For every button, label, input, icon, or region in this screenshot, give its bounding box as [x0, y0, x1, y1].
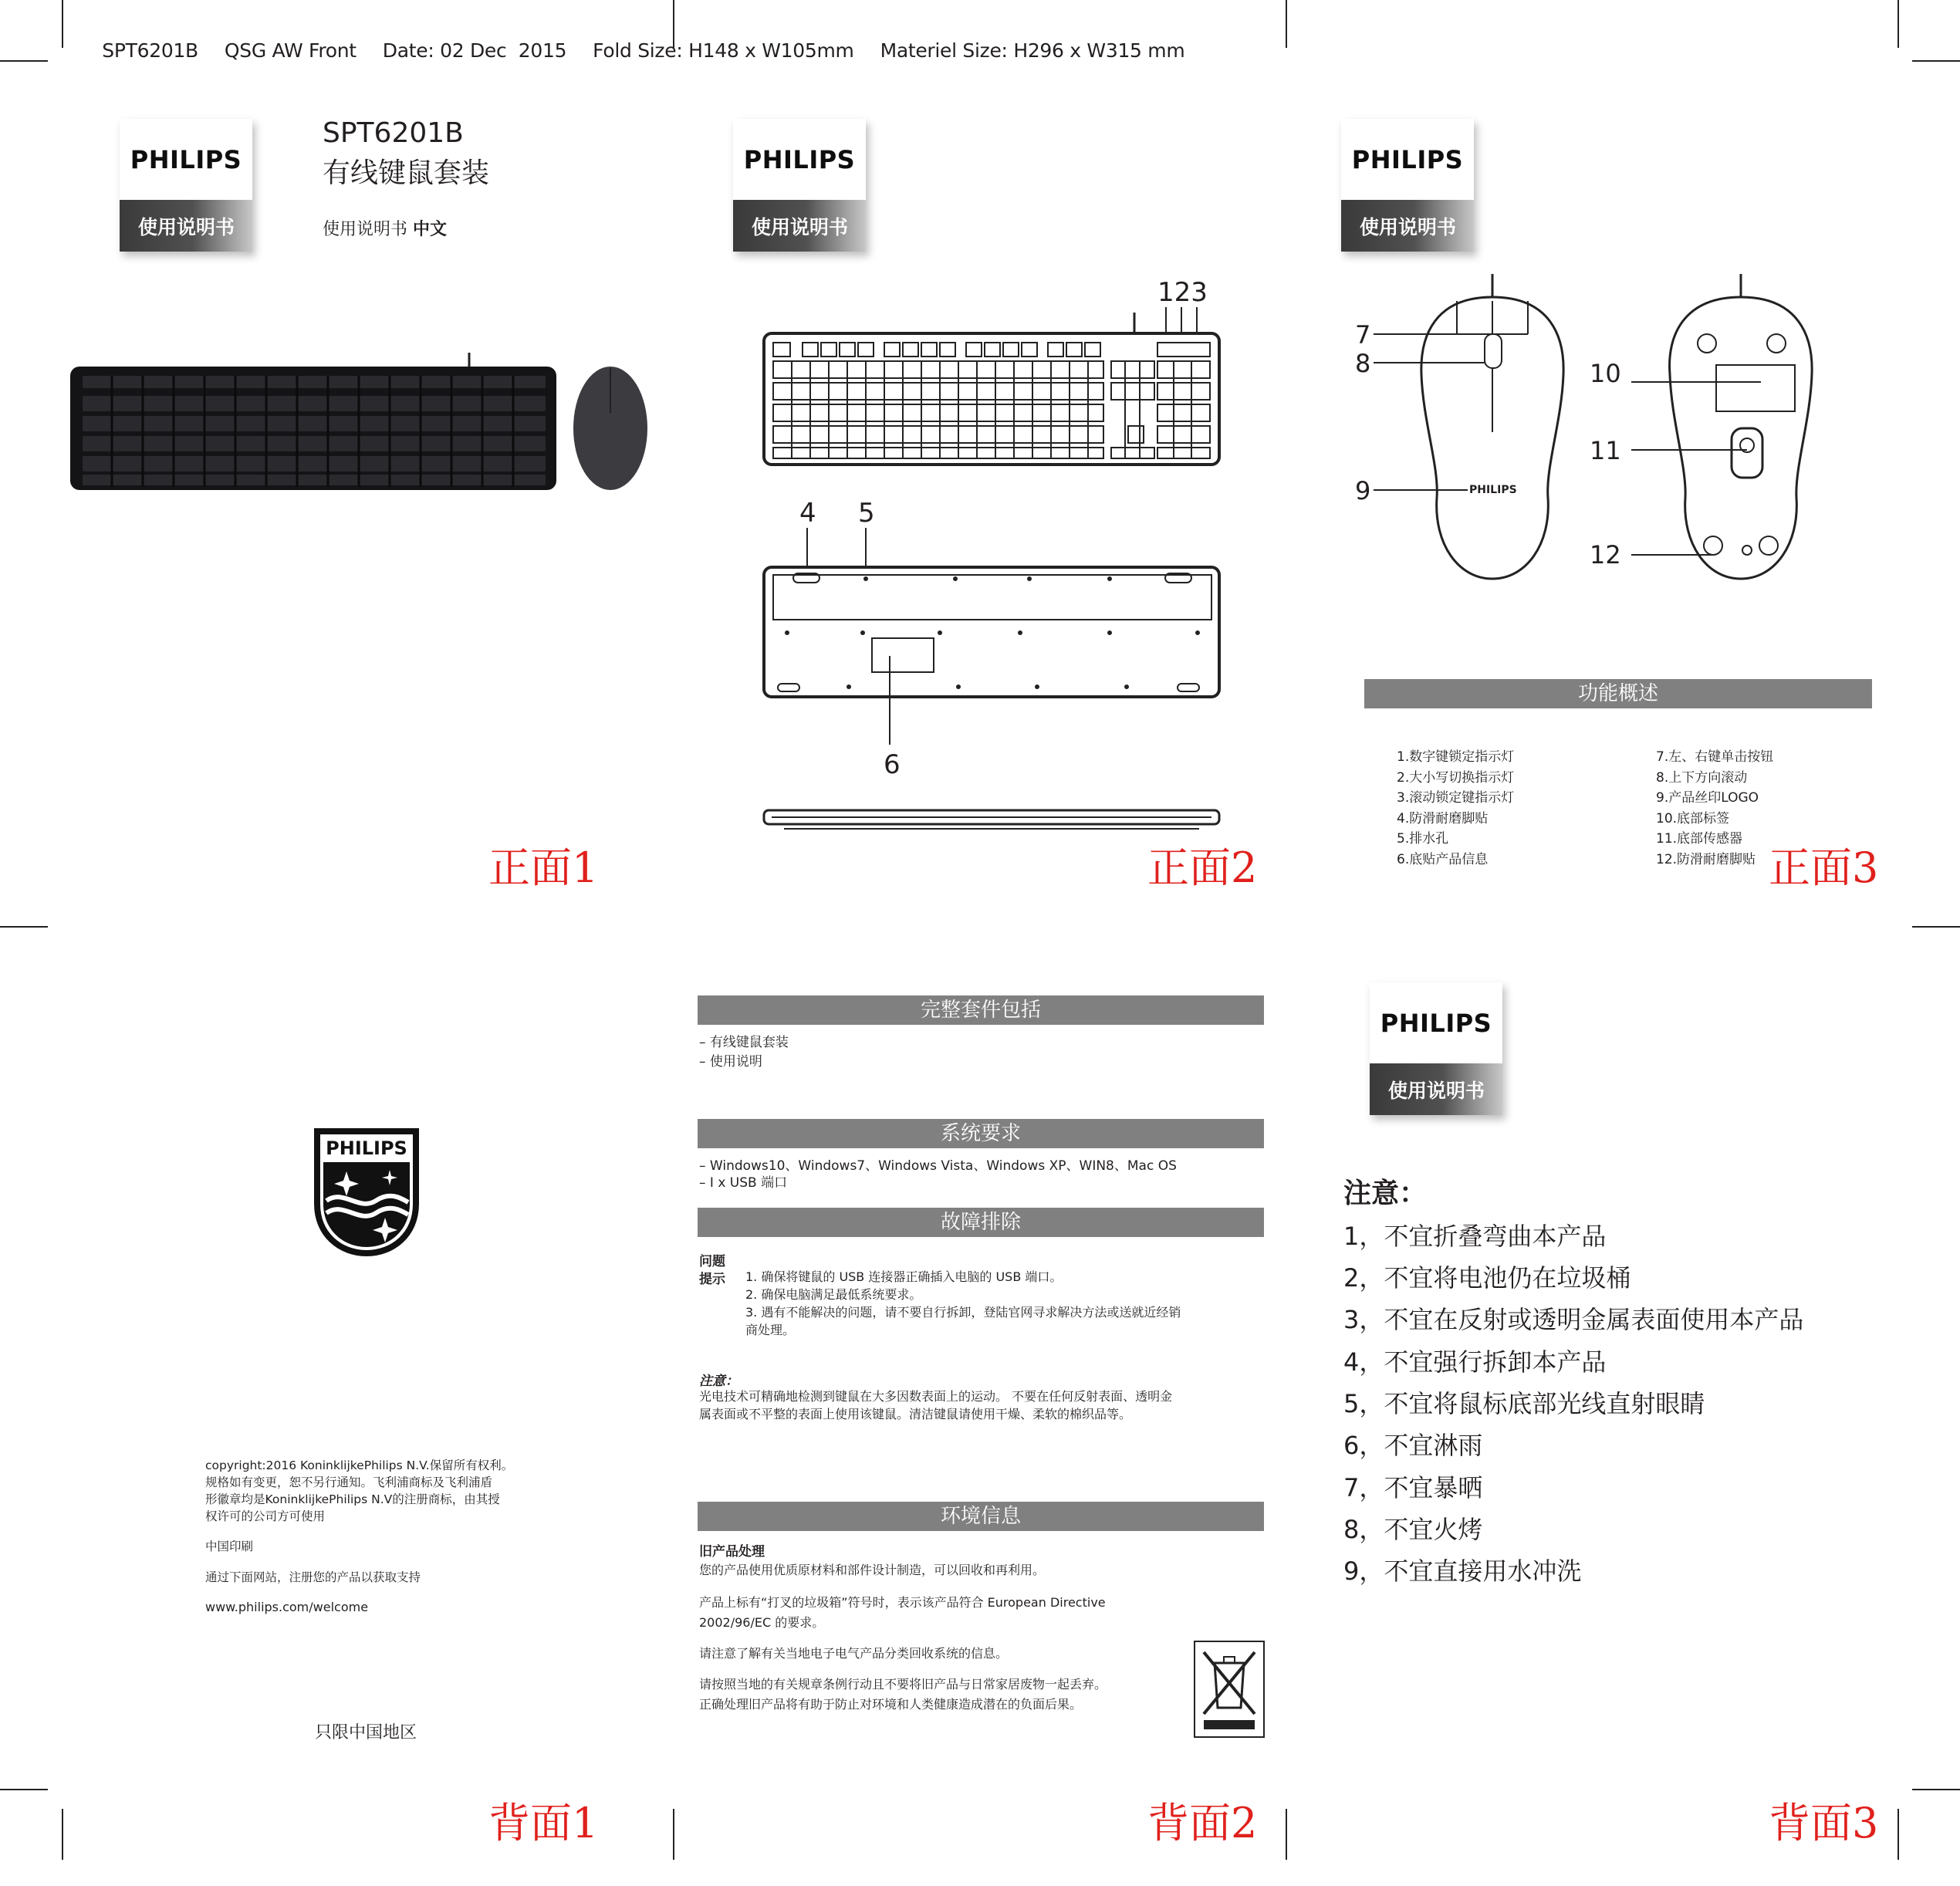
- register-text: 通过下面网站，注册您的产品以获取支持: [205, 1570, 421, 1584]
- website-link[interactable]: www.philips.com/welcome: [205, 1600, 369, 1614]
- manual-language-value: 中文: [413, 220, 448, 239]
- caution-title: 注意：: [1343, 1178, 1428, 1209]
- crop-mark: [1912, 60, 1960, 62]
- feature-item: 11.底部传感器: [1656, 831, 1743, 847]
- panel-label-back2: 背面2: [1147, 1799, 1258, 1847]
- hint-item: 商处理。: [745, 1323, 796, 1337]
- hint-item: 2. 确保电脑满足最低系统要求。: [745, 1287, 922, 1302]
- callout-9: 9: [1355, 476, 1371, 505]
- kit-item: – 有线键鼠套装: [699, 1035, 789, 1050]
- crop-mark: [0, 1789, 48, 1790]
- callout-4: 4: [799, 498, 816, 529]
- disposal-title: 旧产品处理: [699, 1544, 765, 1560]
- hint-label: 提示: [699, 1272, 725, 1287]
- crop-mark: [1286, 1809, 1287, 1860]
- notice-line: 光电技术可精确地检测到键鼠在大多因数表面上的运动。 不要在任何反射表面、透明金: [699, 1389, 1173, 1404]
- callout-5: 5: [858, 498, 875, 529]
- crop-mark: [0, 926, 48, 928]
- feature-list-left: [1397, 747, 1514, 870]
- philips-logo-block: [120, 119, 252, 252]
- callout-12: 12: [1590, 540, 1621, 570]
- panel-label-back1: 背面1: [488, 1799, 599, 1847]
- env-line: 产品上标有“打叉的垃圾箱”符号时，表示该产品符合 European Directive: [699, 1595, 1106, 1610]
- feature-item: 7.左、右键单击按钮: [1656, 749, 1774, 765]
- header-date: Date: 02 Dec 2015: [382, 39, 567, 62]
- philips-wordmark: PHILIPS: [743, 145, 856, 174]
- philips-wordmark: PHILIPS: [1351, 145, 1464, 174]
- crop-mark: [62, 0, 63, 48]
- panel-label-front2: 正面2: [1147, 843, 1258, 892]
- crop-mark: [0, 60, 48, 62]
- manual-band: [1341, 200, 1474, 252]
- callout-6: 6: [884, 749, 901, 780]
- notice-text: [699, 1387, 1172, 1423]
- caution-item: 3，不宜在反射或透明金属表面使用本产品: [1343, 1305, 1804, 1334]
- caution-item: 6，不宜淋雨: [1343, 1431, 1483, 1460]
- manual-band-label: 使用说明书: [752, 216, 849, 238]
- header-fold: Fold Size: H148 x W105mm: [593, 39, 854, 62]
- notice-line: 属表面或不平整的表面上使用该键鼠。清洁键鼠请使用干燥、柔软的棉织品等。: [699, 1407, 1132, 1421]
- mouse-diagrams: [1343, 266, 1852, 590]
- crop-mark: [1897, 1809, 1899, 1860]
- feature-item: 6.底贴产品信息: [1397, 851, 1489, 867]
- env-line: 2002/96/EC 的要求。: [699, 1615, 825, 1630]
- manual-language-prefix: 使用说明书: [323, 220, 408, 239]
- caution-item: 9，不宜直接用水冲洗: [1343, 1556, 1582, 1586]
- crop-mark: [1897, 0, 1899, 48]
- product-name: 有线键鼠套装: [323, 157, 490, 189]
- feature-item: 8.上下方向滚动: [1656, 769, 1748, 786]
- manual-band: [733, 200, 866, 252]
- environment-bar: 环境信息: [698, 1502, 1264, 1531]
- philips-shield-logo: [313, 1127, 421, 1258]
- callout-11: 11: [1590, 436, 1621, 465]
- feature-item: 5.排水孔: [1397, 831, 1449, 847]
- env-line: 正确处理旧产品将有助于防止对环境和人类健康造成潜在的负面后果。: [699, 1697, 1083, 1712]
- notice-label: 注意：: [699, 1374, 738, 1389]
- problem-label: 问题: [699, 1254, 725, 1269]
- panel-label-front1: 正面1: [488, 843, 599, 892]
- feature-item: 4.防滑耐磨脚贴: [1397, 810, 1489, 826]
- philips-wordmark: PHILIPS: [1380, 1009, 1492, 1038]
- philips-logo-block: [1341, 119, 1474, 252]
- panel-label-front3: 正面3: [1769, 843, 1879, 892]
- region-note: 只限中国地区: [315, 1723, 417, 1742]
- callout-1-2-3: 123: [1157, 277, 1208, 308]
- crop-mark: [1286, 0, 1287, 48]
- mouse-bottom-view: [1670, 297, 1813, 579]
- crop-mark: [1912, 926, 1960, 928]
- troubleshooting-bar: 故障排除: [698, 1208, 1264, 1237]
- product-model: SPT6201B: [323, 117, 464, 149]
- env-line: 请按照当地的有关规章条例行动且不要将旧产品与日常家居废物一起丢弃。: [699, 1677, 1107, 1692]
- crop-mark: [62, 1809, 63, 1860]
- shield-brand: PHILIPS: [326, 1137, 407, 1159]
- crop-mark: [673, 1809, 674, 1860]
- caution-item: 4，不宜强行拆卸本产品: [1343, 1347, 1607, 1377]
- kit-contents-bar: 完整套件包括: [698, 995, 1264, 1025]
- philips-logo-block: [733, 119, 866, 252]
- weee-bin-icon: [1193, 1640, 1266, 1739]
- requirement-item: – I x USB 端口: [699, 1175, 788, 1191]
- feature-item: 9.产品丝印LOGO: [1656, 790, 1759, 806]
- env-line: 您的产品使用优质原材料和部件设计制造，可以回收和再利用。: [699, 1563, 1046, 1577]
- printed-in: 中国印刷: [205, 1540, 254, 1553]
- kit-item: – 使用说明: [699, 1054, 762, 1070]
- manual-band-label: 使用说明书: [1360, 216, 1457, 238]
- copyright-line: 形徽章均是KoninklijkePhilips N.V的注册商标，由其授: [205, 1492, 500, 1506]
- feature-item: 1.数字键锁定指示灯: [1397, 749, 1515, 765]
- caution-item: 7，不宜暴晒: [1343, 1473, 1483, 1502]
- hint-item: 3. 遇有不能解决的问题，请不要自行拆卸，登陆官网寻求解决方法或送就近经销: [745, 1305, 1181, 1320]
- caution-item: 8，不宜火烤: [1343, 1515, 1483, 1544]
- hint-list: [745, 1268, 1181, 1339]
- artwork-header: [90, 17, 1211, 62]
- callout-10: 10: [1590, 359, 1621, 388]
- feature-overview-bar: 功能概述: [1364, 679, 1872, 708]
- system-requirements-bar: 系统要求: [698, 1119, 1264, 1148]
- callout-7: 7: [1355, 320, 1371, 350]
- header-model: SPT6201B: [102, 39, 198, 62]
- caution-item: 2，不宜将电池仍在垃圾桶: [1343, 1263, 1631, 1293]
- manual-band-label: 使用说明书: [138, 216, 235, 238]
- manual-language: [323, 216, 447, 240]
- requirement-item: – Windows10、Windows7、Windows Vista、Windows XP、WIN8、Mac OS: [699, 1158, 1177, 1174]
- product-photo: [66, 351, 652, 505]
- callout-8: 8: [1355, 349, 1371, 378]
- feature-item: 12.防滑耐磨脚贴: [1656, 851, 1756, 867]
- header-doc: QSG AW Front: [224, 39, 357, 62]
- crop-mark: [1912, 1789, 1960, 1790]
- manual-band: [1370, 1063, 1502, 1115]
- kit-contents-list: [699, 1033, 789, 1072]
- philips-wordmark: PHILIPS: [130, 145, 242, 174]
- copyright-line: 权许可的公司方可使用: [205, 1509, 326, 1523]
- system-requirements-list: [699, 1158, 1177, 1191]
- caution-item: 5，不宜将鼠标底部光线直射眼睛: [1343, 1389, 1705, 1418]
- env-line: 请注意了解有关当地电子电气产品分类回收系统的信息。: [699, 1646, 1009, 1661]
- scroll-wheel: [1485, 334, 1502, 368]
- feature-item: 10.底部标签: [1656, 810, 1730, 826]
- caution-item: 1，不宜折叠弯曲本产品: [1343, 1222, 1607, 1251]
- copyright-block: [205, 1457, 513, 1525]
- manual-band-label: 使用说明书: [1388, 1080, 1485, 1102]
- feature-item: 2.大小写切换指示灯: [1397, 769, 1515, 786]
- header-materiel: Materiel Size: H296 x W315 mm: [880, 39, 1185, 62]
- panel-label-back3: 背面3: [1769, 1799, 1879, 1847]
- mouse-logo-print: PHILIPS: [1469, 484, 1517, 496]
- copyright-line: 规格如有变更，恕不另行通知。飞利浦商标及飞利浦盾: [205, 1475, 493, 1489]
- copyright-line: copyright:2016 KoninklijkePhilips N.V.保留所有权利。: [205, 1458, 514, 1472]
- keyboard-bottom-view: [764, 567, 1219, 697]
- philips-logo-block: [1370, 982, 1502, 1115]
- keyboard-diagrams: [756, 270, 1235, 841]
- hint-item: 1. 确保将键鼠的 USB 连接器正确插入电脑的 USB 端口。: [745, 1269, 1063, 1284]
- feature-item: 3.滚动锁定键指示灯: [1397, 790, 1515, 806]
- manual-band: [120, 200, 252, 252]
- feature-list-right: [1656, 747, 1773, 870]
